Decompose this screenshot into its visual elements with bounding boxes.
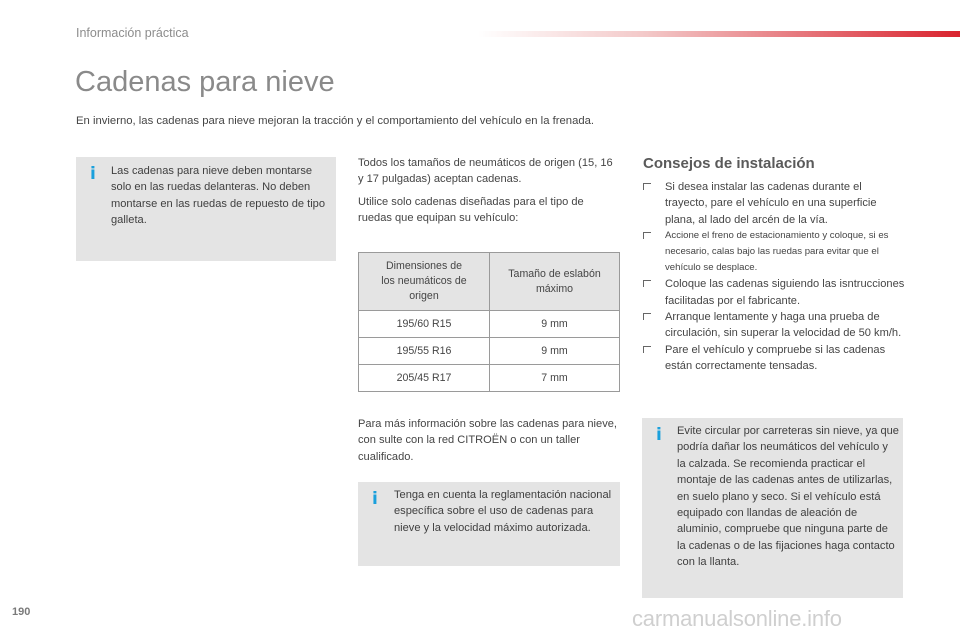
header-accent-bar <box>478 31 960 37</box>
list-item <box>643 342 905 375</box>
bullet-marker-icon <box>643 232 651 239</box>
link-size-cell: 9 mm <box>490 311 620 338</box>
table-row <box>359 311 620 338</box>
tire-sizes-paragraph: Todos los tamaños de neumáticos de origen (15, 16 y 17 pulgadas) aceptan cadenas. <box>358 157 613 186</box>
info-icon: i <box>372 489 378 509</box>
more-info-paragraph: Para más información sobre las cadenas para nieve, con sulte con la red CITROËN o con un taller cualificado. <box>358 418 617 463</box>
table-header-row <box>359 253 620 311</box>
tire-size-cell: 195/60 R15 <box>359 311 490 338</box>
page-title: Cadenas para nieve <box>75 66 335 98</box>
list-item-text: Si desea instalar las cadenas durante el trayecto, pare el vehículo en una superficie plana, al lado del arcén de la vía. <box>665 181 877 226</box>
page-number: 190 <box>12 606 31 618</box>
list-item <box>643 309 905 342</box>
bullet-marker-icon <box>643 346 651 353</box>
info-icon: i <box>90 164 96 184</box>
table-row <box>359 338 620 365</box>
note-box-front-wheels <box>76 157 336 261</box>
watermark: carmanualsonline.info <box>632 606 842 631</box>
list-item <box>643 228 905 276</box>
col1-header: Dimensiones de los neumáticos de origen <box>381 260 467 302</box>
tire-size-cell: 205/45 R17 <box>359 365 490 392</box>
table-row <box>359 365 620 392</box>
list-item-text: Pare el vehículo y compruebe si las cadenas están correctamente tensadas. <box>665 343 886 373</box>
installation-tips-list <box>643 179 905 375</box>
list-item-text: Accione el freno de estacionamiento y coloque, si es necesario, calas bajo las ruedas para evitar que el vehículo se desplace. <box>665 230 889 274</box>
note-box-regulations <box>358 482 620 566</box>
list-item-text: Arranque lentamente y haga una prueba de circulación, sin superar la velocidad de 50 km/h. <box>665 311 902 340</box>
chain-dimensions-table <box>358 252 620 392</box>
note-text: Tenga en cuenta la reglamentación nacional específica sobre el uso de cadenas para nieve y la velocidad máximo autorizada. <box>394 489 612 534</box>
section-header: Información práctica <box>76 26 189 40</box>
note-box-roads <box>642 418 903 598</box>
tire-size-cell: 195/55 R16 <box>359 338 490 365</box>
bullet-marker-icon <box>643 183 651 190</box>
bullet-marker-icon <box>643 313 651 320</box>
installation-tips-heading: Consejos de instalación <box>643 155 815 172</box>
list-item <box>643 276 905 309</box>
link-size-cell: 7 mm <box>490 365 620 392</box>
list-item-text: Coloque las cadenas siguiendo las isntrucciones facilitadas por el fabricante. <box>665 278 905 307</box>
table-header-cell <box>490 253 620 311</box>
bullet-marker-icon <box>643 280 651 287</box>
intro-paragraph: En invierno, las cadenas para nieve mejoran la tracción y el comportamiento del vehículo en la frenada. <box>76 115 595 127</box>
link-size-cell: 9 mm <box>490 338 620 365</box>
table-header-cell <box>359 253 490 311</box>
note-text: Evite circular por carreteras sin nieve, ya que podría dañar los neumáticos del vehículo y la calzada. Se recomienda practicar el montaje de las cadenas antes de utilizarlas, en suelo plano y seco. Si el vehículo está equipado con llandas de aleación de aluminio, compruebe que ninguna parte de la cadenas o de las fijaciones haga contacto con la llanta. <box>677 425 899 569</box>
info-icon: i <box>656 425 662 445</box>
chain-type-paragraph: Utilice solo cadenas diseñadas para el tipo de ruedas que equipan su vehículo: <box>358 196 584 225</box>
note-text: Las cadenas para nieve deben montarse solo en las ruedas delanteras. No deben montarse en las ruedas de repuesto de tipo galleta. <box>111 165 325 227</box>
col2-header: Tamaño de eslabón máximo <box>508 267 601 295</box>
list-item <box>643 179 905 228</box>
